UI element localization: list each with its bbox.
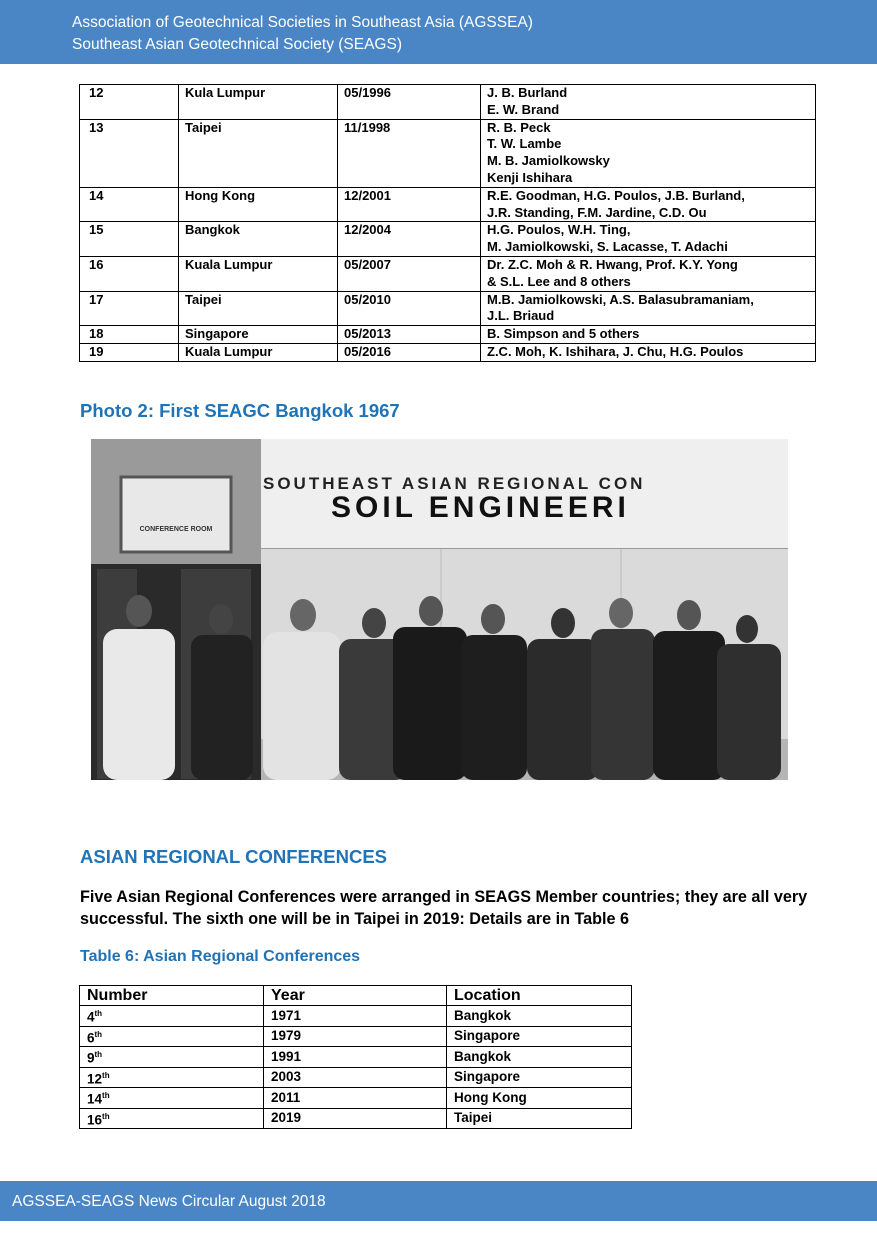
conference-number: 17 <box>80 291 179 326</box>
asian-regional-conferences-table <box>79 985 632 1129</box>
table-row <box>80 222 816 257</box>
table-row <box>80 85 816 120</box>
conference-year: 2019 <box>264 1108 447 1129</box>
conference-location: Singapore <box>447 1067 632 1088</box>
lecturer-line: & S.L. Lee and 8 others <box>487 273 631 289</box>
conference-number: 16 <box>80 256 179 291</box>
section-title: ASIAN REGIONAL CONFERENCES <box>80 846 387 867</box>
lecturer-line: T. W. Lambe <box>487 136 562 152</box>
lecturer-line: R. B. Peck <box>487 119 551 135</box>
ordinal-number: 16 <box>87 1112 103 1127</box>
header-association-name: Association of Geotechnical Societies in Southeast Asia (AGSSEA) <box>72 14 533 31</box>
conference-year: 1971 <box>264 1006 447 1027</box>
conference-location: Kuala Lumpur <box>179 343 338 361</box>
conference-lecturers <box>481 222 816 257</box>
conference-number: 12 <box>80 85 179 120</box>
table6-header-number: Number <box>80 986 264 1006</box>
table-row <box>80 1047 632 1068</box>
conference-ordinal <box>80 1108 264 1129</box>
conference-photo <box>91 439 788 780</box>
conference-number: 18 <box>80 326 179 344</box>
table-row <box>80 119 816 187</box>
ordinal-number: 9 <box>87 1050 95 1066</box>
ordinal-suffix: th <box>102 1091 110 1100</box>
conference-date: 12/2001 <box>338 187 481 222</box>
lecturer-line: R.E. Goodman, H.G. Poulos, J.B. Burland, <box>487 187 745 203</box>
table-row <box>80 1067 632 1088</box>
table-row <box>80 1108 632 1129</box>
table6-header-location: Location <box>447 986 632 1006</box>
conference-date: 11/1998 <box>338 119 481 187</box>
lecturer-line: M. Jamiolkowski, S. Lacasse, T. Adachi <box>487 239 728 255</box>
conference-location: Taipei <box>179 119 338 187</box>
conference-location: Hong Kong <box>179 187 338 222</box>
conference-location: Bangkok <box>447 1047 632 1068</box>
conference-date: 05/2013 <box>338 326 481 344</box>
conference-ordinal <box>80 1047 264 1068</box>
photo-caption: Photo 2: First SEAGC Bangkok 1967 <box>80 400 400 421</box>
lecturer-line: Z.C. Moh, K. Ishihara, J. Chu, H.G. Poulos <box>487 343 744 359</box>
conference-location: Bangkok <box>179 222 338 257</box>
banner-line-1: SOUTHEAST ASIAN REGIONAL CON <box>263 474 646 493</box>
lecturer-line: M.B. Jamiolkowski, A.S. Balasubramaniam, <box>487 291 754 307</box>
ordinal-suffix: th <box>94 1050 103 1059</box>
conference-location: Kula Lumpur <box>179 85 338 120</box>
ordinal-number: 12 <box>87 1071 103 1086</box>
conference-date: 05/2007 <box>338 256 481 291</box>
ordinal-suffix: th <box>102 1070 110 1080</box>
conference-number: 15 <box>80 222 179 257</box>
conference-room-sign: CONFERENCE ROOM <box>139 526 213 533</box>
lecturer-line: E. W. Brand <box>487 101 560 117</box>
table6-header-year: Year <box>264 986 447 1006</box>
table-row <box>80 256 816 291</box>
conference-number: 14 <box>80 187 179 222</box>
table-row <box>80 1006 632 1027</box>
page-footer <box>0 1181 877 1221</box>
conference-location: Kuala Lumpur <box>179 256 338 291</box>
table6-title: Table 6: Asian Regional Conferences <box>80 948 361 965</box>
conference-location: Hong Kong <box>447 1088 632 1109</box>
conference-ordinal <box>80 1026 264 1047</box>
lecturer-line: J.R. Standing, F.M. Jardine, C.D. Ou <box>487 204 707 220</box>
conference-date: 05/2010 <box>338 291 481 326</box>
banner-line-2: SOIL ENGINEERI <box>331 491 630 524</box>
conference-lecturers <box>481 291 816 326</box>
conference-ordinal <box>80 1067 264 1088</box>
conference-lecturers <box>481 256 816 291</box>
ordinal-number: 4 <box>87 1009 95 1025</box>
conference-number: 19 <box>80 343 179 361</box>
lecturer-line: M. B. Jamiolkowsky <box>487 153 610 169</box>
ordinal-number: 14 <box>87 1091 103 1107</box>
lecturer-line: Dr. Z.C. Moh & R. Hwang, Prof. K.Y. Yong <box>487 256 738 272</box>
conference-location: Taipei <box>179 291 338 326</box>
lecturer-line: J. B. Burland <box>487 85 568 100</box>
conference-location: Singapore <box>179 326 338 344</box>
conference-lecturers <box>481 119 816 187</box>
table-row <box>80 187 816 222</box>
conference-table <box>79 84 816 362</box>
table-row <box>80 326 816 344</box>
conference-year: 1991 <box>264 1047 447 1068</box>
lecturer-line: Kenji Ishihara <box>487 169 573 185</box>
lecturer-line: H.G. Poulos, W.H. Ting, <box>487 222 631 238</box>
table-row <box>80 1026 632 1047</box>
conference-lecturers <box>481 326 816 344</box>
header-society-name: Southeast Asian Geotechnical Society (SEAGS) <box>72 36 402 53</box>
table-row <box>80 1088 632 1109</box>
conference-ordinal <box>80 1006 264 1027</box>
table-row <box>80 291 816 326</box>
conference-lecturers <box>481 187 816 222</box>
conference-lecturers <box>481 343 816 361</box>
table-row <box>80 343 816 361</box>
conference-year: 1979 <box>264 1026 447 1047</box>
conference-year: 2003 <box>264 1067 447 1088</box>
conference-location: Bangkok <box>447 1006 632 1027</box>
conference-date: 12/2004 <box>338 222 481 257</box>
conference-ordinal <box>80 1088 264 1109</box>
conference-year: 2011 <box>264 1088 447 1109</box>
page-header <box>0 0 877 64</box>
ordinal-suffix: th <box>94 1009 103 1018</box>
conference-date: 05/2016 <box>338 343 481 361</box>
ordinal-suffix: th <box>102 1111 110 1121</box>
lecturer-line: B. Simpson and 5 others <box>487 326 640 342</box>
footer-text: AGSSEA-SEAGS News Circular August 2018 <box>12 1193 326 1210</box>
conference-location: Taipei <box>447 1108 632 1129</box>
conference-date: 05/1996 <box>338 85 481 120</box>
lecturer-line: J.L. Briaud <box>487 308 555 324</box>
ordinal-suffix: th <box>94 1029 103 1039</box>
ordinal-number: 6 <box>87 1030 95 1045</box>
table6-header-row <box>80 986 632 1006</box>
conference-lecturers <box>481 85 816 120</box>
section-paragraph: Five Asian Regional Conferences were arranged in SEAGS Member countries; they are all very successful. The sixth one will be in Taipei in 2019: Details are in Table 6 <box>80 888 808 928</box>
conference-number: 13 <box>80 119 179 187</box>
conference-location: Singapore <box>447 1026 632 1047</box>
